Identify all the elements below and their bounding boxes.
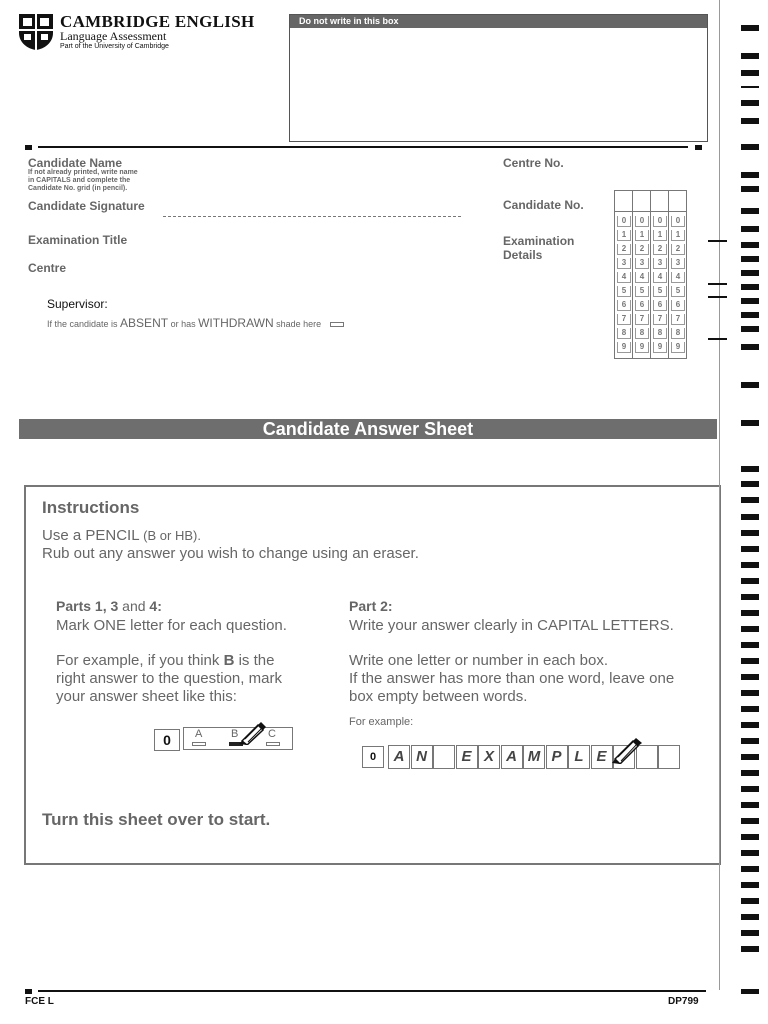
corner-mark-right (741, 989, 759, 994)
timing-mark (741, 172, 759, 178)
candidate-digit-lozenge[interactable]: 7 (653, 314, 667, 325)
candidate-digit-lozenge[interactable]: 8 (617, 328, 631, 339)
timing-mark (741, 722, 759, 728)
timing-mark (741, 818, 759, 824)
timing-mark (741, 850, 759, 856)
candidate-digit-lozenge[interactable]: 2 (653, 244, 667, 255)
candidate-digit-lozenge[interactable]: 0 (671, 216, 685, 227)
timing-mark (741, 118, 759, 124)
do-not-write-box (289, 14, 708, 142)
university-crest-icon (18, 13, 54, 51)
candidate-digit-lozenge[interactable]: 6 (617, 300, 631, 311)
candidate-digit-lozenge[interactable]: 9 (653, 342, 667, 353)
detail-tick (708, 296, 727, 298)
candidate-digit-lozenge[interactable]: 0 (635, 216, 649, 227)
candidate-digit-lozenge[interactable]: 1 (635, 230, 649, 241)
detail-tick (708, 283, 727, 285)
candidate-digit-lozenge[interactable]: 5 (671, 286, 685, 297)
mc-option-c: C (268, 728, 276, 740)
candidate-number-write-box[interactable] (615, 191, 632, 212)
candidate-number-write-box[interactable] (651, 191, 668, 212)
word-example-letter: A (506, 748, 517, 765)
candidate-digit-lozenge[interactable]: 0 (653, 216, 667, 227)
do-not-write-heading: Do not write in this box (290, 15, 707, 28)
candidate-digit-lozenge[interactable]: 8 (635, 328, 649, 339)
candidate-digit-lozenge[interactable]: 2 (671, 244, 685, 255)
candidate-name-label: Candidate Name (28, 156, 123, 170)
word-example-box (523, 745, 545, 769)
candidate-digit-lozenge[interactable]: 2 (617, 244, 631, 255)
turn-over-note: Turn this sheet over to start. (42, 810, 271, 829)
supervisor-label: Supervisor: (47, 297, 108, 311)
mc-example-number: 0 (154, 729, 180, 751)
candidate-digit-lozenge[interactable]: 3 (653, 258, 667, 269)
timing-mark (741, 497, 759, 503)
candidate-digit-lozenge[interactable]: 4 (635, 272, 649, 283)
timing-mark (741, 786, 759, 792)
timing-mark (741, 898, 759, 904)
signature-line[interactable] (163, 216, 461, 217)
timing-mark (741, 546, 759, 552)
brand-title: CAMBRIDGE ENGLISH (60, 12, 255, 31)
candidate-digit-lozenge[interactable]: 3 (617, 258, 631, 269)
absent-shade-box[interactable] (330, 322, 344, 327)
timing-mark (741, 256, 759, 262)
word-example-letter: P (551, 748, 562, 765)
corner-mark-left (25, 989, 32, 994)
footer-code-left: FCE L (25, 996, 54, 1007)
mc-option-a: A (195, 728, 203, 740)
corner-mark-left (25, 145, 32, 150)
timing-mark (741, 284, 759, 290)
examination-details-label: Examination Details (503, 234, 575, 262)
footer-rule (38, 990, 706, 992)
candidate-number-column (632, 190, 651, 359)
timing-mark (741, 208, 759, 214)
candidate-digit-lozenge[interactable]: 6 (653, 300, 667, 311)
timing-mark (741, 326, 759, 332)
timing-mark (741, 298, 759, 304)
timing-mark (741, 186, 759, 192)
examination-title-label: Examination Title (28, 233, 128, 247)
detail-tick (708, 240, 727, 242)
corner-mark-right (695, 145, 702, 150)
parts-134-instruction: Mark ONE letter for each question. (56, 617, 287, 634)
timing-mark (741, 100, 759, 106)
candidate-digit-lozenge[interactable]: 4 (617, 272, 631, 283)
candidate-digit-lozenge[interactable]: 6 (635, 300, 649, 311)
timing-mark (741, 946, 759, 952)
word-example-box (501, 745, 523, 769)
timing-mark (741, 690, 759, 696)
candidate-digit-lozenge[interactable]: 5 (653, 286, 667, 297)
timing-mark (741, 802, 759, 808)
mc-lozenge-a (192, 742, 206, 746)
sheet-right-border (719, 0, 720, 990)
candidate-digit-lozenge[interactable]: 1 (653, 230, 667, 241)
timing-mark (741, 706, 759, 712)
candidate-digit-lozenge[interactable]: 5 (635, 286, 649, 297)
timing-mark (741, 834, 759, 840)
pencil-instruction: Use a PENCIL (B or HB). (42, 527, 201, 544)
part2-heading: Part 2: (349, 598, 393, 614)
answer-sheet-banner: Candidate Answer Sheet (19, 419, 717, 439)
timing-mark (741, 53, 759, 59)
timing-mark (741, 344, 759, 350)
candidate-digit-lozenge[interactable]: 7 (671, 314, 685, 325)
timing-mark (741, 420, 759, 426)
timing-mark (741, 530, 759, 536)
candidate-digit-lozenge[interactable]: 5 (617, 286, 631, 297)
pencil-icon (611, 734, 643, 764)
eraser-instruction: Rub out any answer you wish to change using an eraser. (42, 545, 419, 562)
timing-mark (741, 642, 759, 648)
candidate-digit-lozenge[interactable]: 8 (671, 328, 685, 339)
timing-mark (741, 866, 759, 872)
timing-mark (741, 754, 759, 760)
word-example-box (568, 745, 590, 769)
candidate-number-write-box[interactable] (669, 191, 686, 212)
timing-mark (741, 930, 759, 936)
part2-rules: Write one letter or number in each box. If the answer has more than one word, leave one box empty between words. (349, 652, 675, 705)
candidate-digit-lozenge[interactable]: 2 (635, 244, 649, 255)
instructions-heading: Instructions (42, 498, 140, 517)
candidate-digit-lozenge[interactable]: 3 (671, 258, 685, 269)
centre-no-label: Centre No. (503, 156, 564, 170)
part2-instruction: Write your answer clearly in CAPITAL LETTERS. (349, 617, 674, 634)
timing-mark (741, 70, 759, 76)
timing-mark (741, 270, 759, 276)
candidate-digit-lozenge[interactable]: 7 (617, 314, 631, 325)
header-rule (38, 146, 688, 148)
candidate-number-column (650, 190, 669, 359)
detail-tick (708, 338, 727, 340)
for-example-label: For example: (349, 716, 414, 728)
word-example-letter: L (574, 748, 584, 765)
candidate-digit-lozenge[interactable]: 9 (635, 342, 649, 353)
timing-mark (741, 882, 759, 888)
timing-mark (741, 466, 759, 472)
word-example-box (411, 745, 433, 769)
word-example-box (478, 745, 500, 769)
pencil-icon (238, 719, 266, 745)
candidate-number-column (614, 190, 633, 359)
timing-mark (741, 610, 759, 616)
timing-mark (741, 770, 759, 776)
timing-mark (741, 658, 759, 664)
candidate-digit-lozenge[interactable]: 4 (653, 272, 667, 283)
word-example-letter: X (483, 748, 494, 765)
candidate-digit-lozenge[interactable]: 6 (671, 300, 685, 311)
word-example-letter: A (393, 748, 405, 765)
candidate-signature-label: Candidate Signature (28, 199, 145, 213)
candidate-digit-lozenge[interactable]: 9 (617, 342, 631, 353)
mc-example-text: For example, if you think B is the right answer to the question, mark your answer sheet like this: (56, 652, 282, 705)
word-example-letter: N (416, 748, 427, 765)
timing-mark (741, 312, 759, 318)
word-example-box (388, 745, 410, 769)
candidate-digit-lozenge[interactable]: 9 (671, 342, 685, 353)
candidate-no-label: Candidate No. (503, 198, 584, 212)
timing-mark (741, 562, 759, 568)
word-example-box (456, 745, 478, 769)
timing-mark (741, 226, 759, 232)
timing-mark (741, 144, 759, 150)
candidate-number-column (668, 190, 687, 359)
word-example-number: 0 (362, 746, 384, 768)
timing-mark (741, 738, 759, 744)
timing-mark (741, 578, 759, 584)
candidate-digit-lozenge[interactable]: 1 (671, 230, 685, 241)
timing-mark (741, 86, 759, 88)
timing-mark (741, 514, 759, 520)
candidate-name-note: If not already printed, write name in CAPITALS and complete the Candidate No. grid (in pencil). (28, 169, 138, 192)
timing-mark (741, 382, 759, 388)
timing-mark (741, 594, 759, 600)
mc-lozenge-c (266, 742, 280, 746)
word-example-letter: E (461, 748, 472, 765)
candidate-number-write-box[interactable] (633, 191, 650, 212)
timing-mark (741, 242, 759, 248)
timing-mark (741, 626, 759, 632)
timing-mark (741, 481, 759, 487)
centre-label: Centre (28, 261, 67, 275)
candidate-digit-lozenge[interactable]: 4 (671, 272, 685, 283)
word-example-box (433, 745, 455, 769)
timing-mark (741, 674, 759, 680)
footer-code-right: DP799 (668, 996, 699, 1007)
instructions-panel (24, 485, 721, 865)
word-example-box (658, 745, 680, 769)
brand-subtitle: Language Assessment (60, 29, 167, 43)
brand-part-of: Part of the University of Cambridge (60, 43, 169, 50)
mc-option-b: B (231, 728, 239, 740)
candidate-digit-lozenge[interactable]: 3 (635, 258, 649, 269)
candidate-digit-lozenge[interactable]: 0 (617, 216, 631, 227)
timing-mark (741, 914, 759, 920)
timing-mark (741, 25, 759, 31)
candidate-digit-lozenge[interactable]: 1 (617, 230, 631, 241)
word-example-letter: E (596, 748, 607, 765)
absent-instruction: If the candidate is ABSENT or has WITHDRAWN shade here (47, 316, 344, 330)
candidate-digit-lozenge[interactable]: 8 (653, 328, 667, 339)
parts-134-heading: Parts 1, 3 and 4: (56, 598, 162, 614)
word-example-box (546, 745, 568, 769)
word-example-box (591, 745, 613, 769)
word-example-letter: M (527, 748, 541, 765)
candidate-digit-lozenge[interactable]: 7 (635, 314, 649, 325)
